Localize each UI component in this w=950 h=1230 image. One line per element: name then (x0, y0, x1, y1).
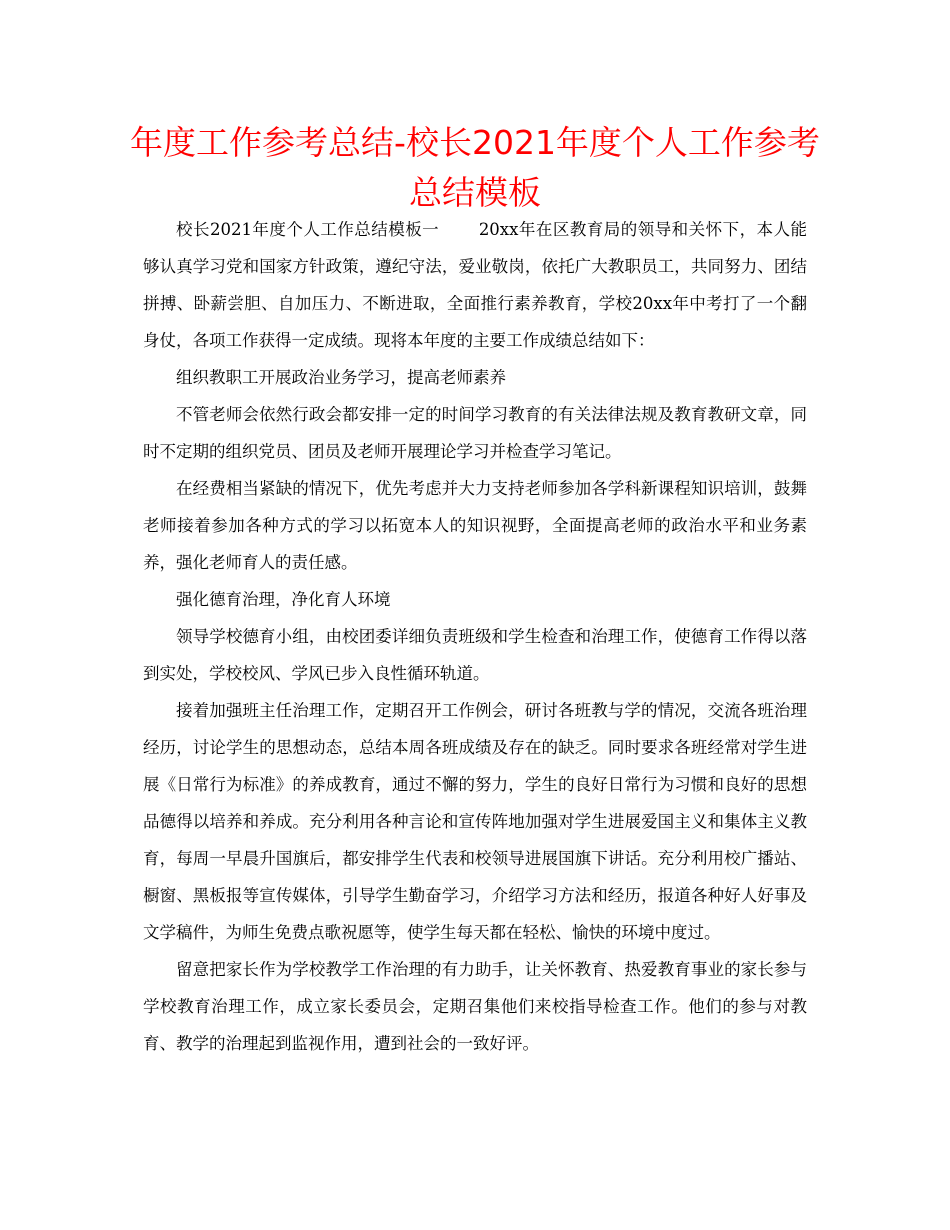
paragraph-moral-group: 领导学校德育小组，由校团委详细负责班级和学生检查和治理工作，使德育工作得以落到实处，学校校风、学风已步入良性循环轨道。 (143, 627, 807, 683)
section-heading-moral: 强化德育治理，净化育人环境 (176, 590, 391, 609)
section-heading-study: 组织教职工开展政治业务学习，提高老师素养 (176, 368, 506, 387)
paragraph-parents: 留意把家长作为学校教学工作治理的有力助手，让关怀教育、热爱教育事业的家长参与学校教育治理工作，成立家长委员会，定期召集他们来校指导检查工作。他们的参与对教育、教学的治理起到监视作用，遭到社会的一致好评。 (143, 960, 807, 1053)
paragraph-training: 在经费相当紧缺的情况下，优先考虑并大力支持老师参加各学科新课程知识培训，鼓舞老师接着参加各种方式的学习以拓宽本人的知识视野，全面提高老师的政治水平和业务素养，强化老师育人的责任感。 (143, 479, 807, 572)
document-title: 年度工作参考总结-校长2021年度个人工作参考总结模板 (130, 123, 820, 212)
document-body (143, 211, 807, 1062)
paragraph-study-meetings: 不管老师会依然行政会都安排一定的时间学习教育的有关法律法规及教育教研文章，同时不定期的组织党员、团员及老师开展理论学习并检查学习笔记。 (143, 405, 807, 461)
paragraph-class-management: 接着加强班主任治理工作，定期召开工作例会，研讨各班教与学的情况，交流各班治理经历，讨论学生的思想动态，总结本周各班成绩及存在的缺乏。同时要求各班经常对学生进展《日常行为标准》的养成教育，通过不懈的努力，学生的良好日常行为习惯和良好的思想品德得以培养和养成。充分利用各种言论和宣传阵地加强对学生进展爱国主义和集体主义教育，每周一早晨升国旗后，都安排学生代表和校领导进展国旗下讲话。充分利用校广播站、橱窗、黑板报等宣传媒体，引导学生勤奋学习，介绍学习方法和经历，报道各种好人好事及文学稿件，为师生免费点歌祝愿等，使学生每天都在轻松、愉快的环境中度过。 (143, 701, 807, 942)
paragraph-intro: 校长2021年度个人工作总结模板一 20xx年在区教育局的领导和关怀下，本人能够认真学习党和国家方针政策，遵纪守法，爱业敬岗，依托广大教职员工，共同努力、团结拼搏、卧薪尝胆、自加压力、不断进取，全面推行素养教育，学校20xx年中考打了一个翻身仗，各项工作获得一定成绩。现将本年度的主要工作成绩总结如下： (143, 220, 807, 350)
